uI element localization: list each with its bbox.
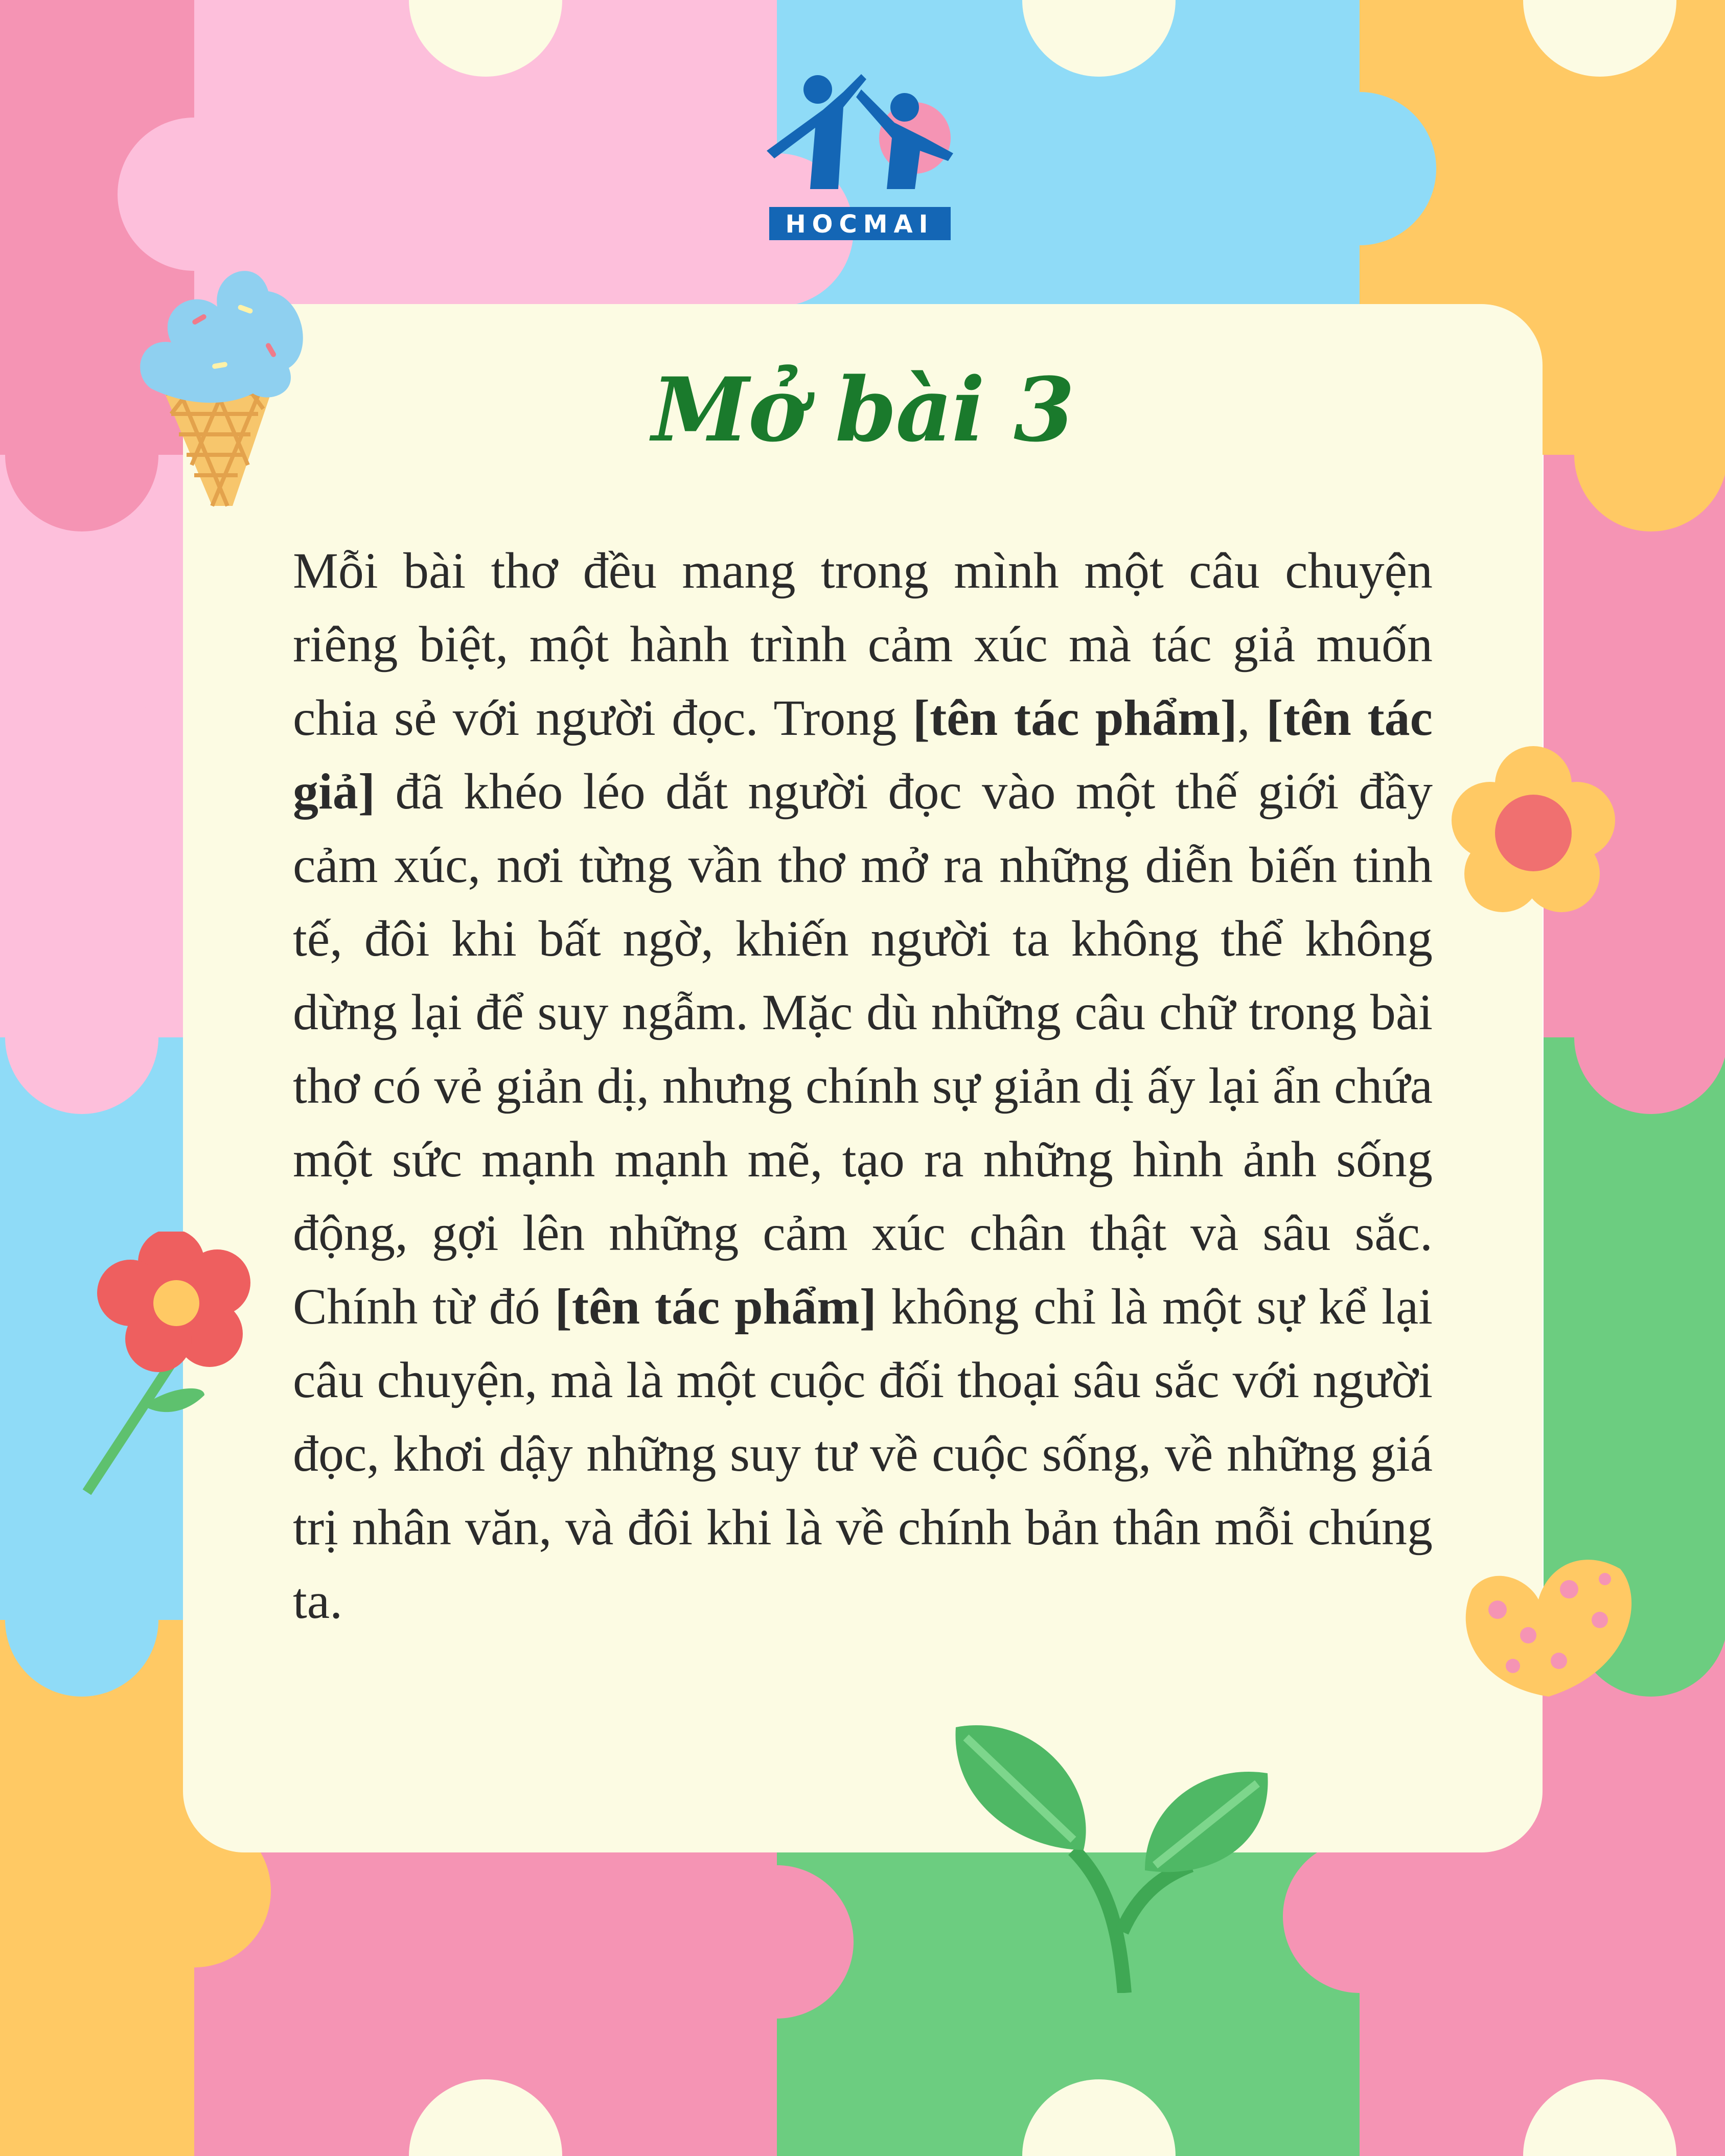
page-title: Mở bài 3 bbox=[652, 358, 1074, 461]
content-card bbox=[183, 304, 1543, 1852]
paragraph-text: không chỉ là một sự kể lại câu chuyện, mà là một cuộc đối thoại sâu sắc với người đọc, khơi dậy những suy tư về cuộc sống, về những giá trị nhân văn, và đôi khi là về chính bản thân mỗi chúng ta. bbox=[293, 1278, 1433, 1629]
paragraph-text: đã khéo léo dắt người đọc vào một thế giới đầy cảm xúc, nơi từng vần thơ mở ra những diễn biến tinh tế, đôi khi bất ngờ, khiến người ta không thể không dừng lại để suy ngẫm. Mặc dù những câu chữ trong bài thơ có vẻ giản dị, nhưng chính sự giản dị ấy lại ẩn chứa một sức mạnh mạnh mẽ, tạo ra những hình ảnh sống động, gợi lên những cảm xúc chân thật và sâu sắc. Chính từ đó bbox=[293, 763, 1433, 1335]
dotted-heart-icon bbox=[1452, 1543, 1646, 1707]
placeholder-bold-text: [tên tác phẩm] bbox=[912, 689, 1237, 746]
yellow-flower-icon bbox=[1446, 746, 1620, 915]
paragraph-text: , bbox=[1237, 689, 1267, 746]
red-flower-icon bbox=[82, 1232, 286, 1497]
hocmai-logo bbox=[767, 61, 956, 245]
placeholder-bold-text: [tên tác giả] bbox=[293, 689, 1433, 820]
ice-cream-icon bbox=[135, 250, 314, 516]
paragraph-text: Mỗi bài thơ đều mang trong mình một câu chuyện riêng biệt, một hành trình cảm xúc mà tác giả muốn chia sẻ với người đọc. Trong bbox=[293, 542, 1433, 746]
placeholder-bold-text: [tên tác phẩm] bbox=[555, 1278, 877, 1335]
leaf-sprout-icon bbox=[946, 1717, 1278, 1993]
logo-text: HOCMAI bbox=[785, 210, 934, 239]
body-paragraph bbox=[293, 534, 1433, 1638]
